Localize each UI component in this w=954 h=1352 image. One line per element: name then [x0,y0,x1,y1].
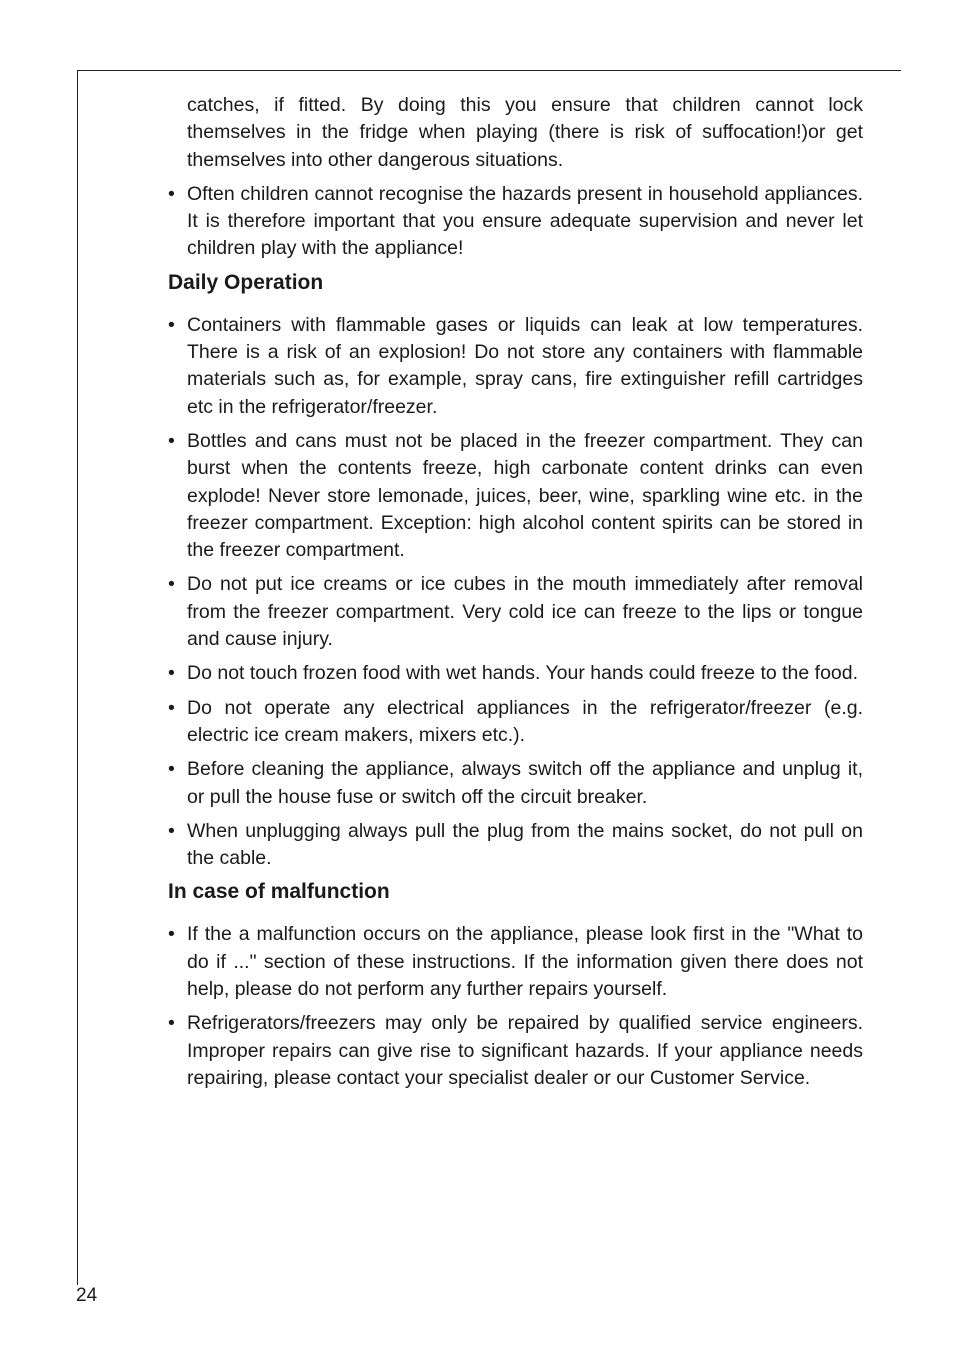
bullet-icon: • [168,1012,175,1035]
list-item: • When unplugging always pull the plug from the mains socket, do not pull on the cable. [168,819,863,870]
list-item: • Often children cannot recognise the hazards present in household appliances. It is therefore important that you ensure adequate supervision and never let children play with the appliance! [168,182,863,260]
bullet-icon: • [168,182,175,205]
list-item: • Containers with flammable gases or liquids can leak at low temperatures. There is a risk of an explosion! Do not store any containers with flammable materials such as, for example, spray cans, fire extinguisher refill cartridges etc in the refrigerator/freezer. [168,313,863,418]
page-content [168,92,863,1099]
bullet-icon: • [168,819,175,842]
bullet-icon: • [168,696,175,719]
list-item: • Do not touch frozen food with wet hands. Your hands could freeze to the food. [168,660,863,687]
list-item: • If the a malfunction occurs on the appliance, please look first in the "What to do if ..." section of these instructions. If the information given there does not help, please do not perform any further repairs yourself. [168,923,863,1001]
bullet-icon: • [168,758,175,781]
page-border-top [77,70,901,71]
list-item: • Do not put ice creams or ice cubes in the mouth immediately after removal from the freezer compartment. Very cold ice can freeze to the lips or tongue and cause injury. [168,573,863,651]
list-item: • Do not operate any electrical appliances in the refrigerator/freezer (e.g. electric ice cream makers, mixers etc.). [168,696,863,746]
list-item: • Before cleaning the appliance, always switch off the appliance and unplug it, or pull the house fuse or switch off the circuit breaker. [168,758,863,808]
bullet-icon: • [168,662,175,685]
section-heading-daily-operation: Daily Operation [168,270,324,294]
bullet-icon: • [168,573,175,596]
bullet-icon: • [168,429,175,452]
list-item: • Refrigerators/freezers may only be repaired by qualified service engineers. Improper repairs can give rise to significant hazards. If your appliance needs repairing, please contact your specialist dealer or our Customer Service. [168,1012,863,1089]
bullet-icon: • [168,313,175,336]
page-border-left [77,70,78,1285]
intro-continuation: catches, if fitted. By doing this you ensure that children cannot lock themselves in the fridge when playing (there is risk of suffocation!)or get themselves into other dangerous situations. [187,94,863,171]
bullet-icon: • [168,923,175,946]
list-item: • Bottles and cans must not be placed in the freezer compartment. They can burst when the contents freeze, high carbonate content drinks can even explode! Never store lemonade, juices, beer, wine, sparkling wine etc. in the freezer compartment. Exception: high alcohol content spirits can be stored in the freezer compartment. [168,429,863,562]
section-heading-malfunction: In case of malfunction [168,880,390,904]
page-number: 24 [76,1285,98,1306]
